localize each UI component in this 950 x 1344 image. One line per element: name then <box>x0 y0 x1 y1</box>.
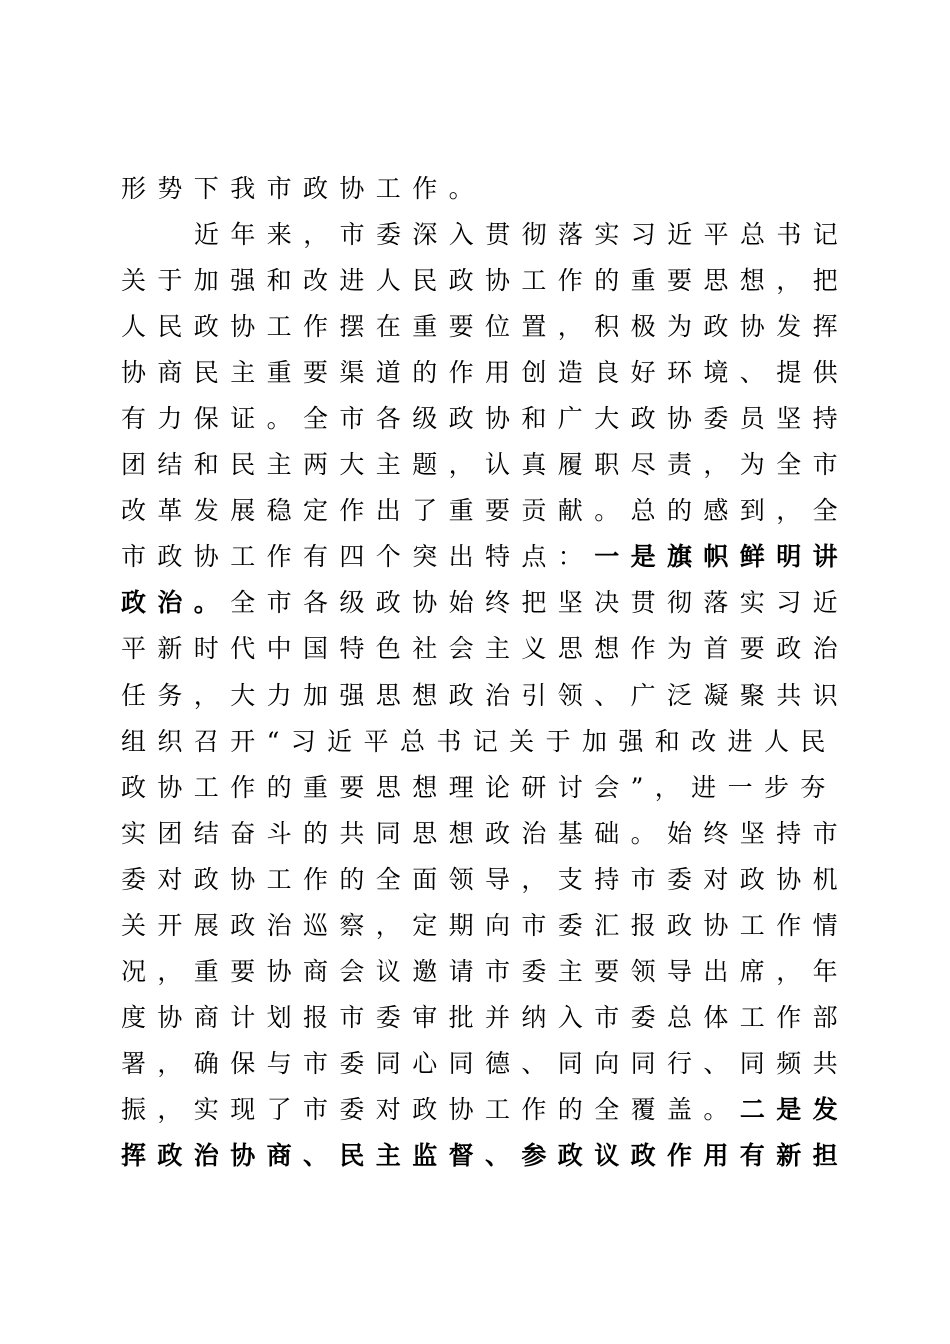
text-line <box>121 995 850 1041</box>
text-line <box>121 903 850 949</box>
text-run: 实团结奋斗的共同思想政治基础。始终坚持市 <box>121 818 850 848</box>
text-line <box>121 488 850 534</box>
text-run: 团结和民主两大主题，认真履职尽责，为全市 <box>121 450 850 480</box>
text-run: 组织召开“习近平总书记关于加强和改进人民 <box>121 726 837 756</box>
text-line <box>121 212 850 258</box>
text-line <box>121 673 850 719</box>
text-line <box>121 258 850 304</box>
text-line <box>121 396 850 442</box>
text-run: 全市各级政协始终把坚决贯彻落实习近 <box>230 588 850 618</box>
text-run: 委对政协工作的全面领导，支持市委对政协机 <box>121 864 850 894</box>
body-text <box>121 166 850 1179</box>
bold-text-run: 二是发 <box>739 1094 850 1124</box>
text-line <box>121 719 837 765</box>
text-run: 改革发展稳定作出了重要贡献。总的感到，全 <box>121 496 850 526</box>
text-run: 平新时代中国特色社会主义思想作为首要政治 <box>121 634 850 664</box>
text-run: 协商民主重要渠道的作用创造良好环境、提供 <box>121 358 850 388</box>
bold-text-run: 政治。 <box>121 588 231 618</box>
text-line <box>121 1133 850 1179</box>
text-line <box>121 857 850 903</box>
text-run: 况，重要协商会议邀请市委主要领导出席，年 <box>121 956 850 986</box>
text-line <box>121 626 850 672</box>
text-line <box>121 949 850 995</box>
text-run: 形势下我市政协工作。 <box>121 174 486 203</box>
text-line <box>121 811 850 857</box>
text-run: 政协工作的重要思想理论研讨会”，进一步夯 <box>121 772 837 802</box>
text-line <box>121 1041 850 1087</box>
text-line <box>121 534 850 580</box>
text-line <box>121 350 850 396</box>
text-run: 关于加强和改进人民政协工作的重要思想，把 <box>121 266 850 296</box>
text-run: 振，实现了市委对政协工作的全覆盖。 <box>121 1094 740 1124</box>
text-run: 有力保证。全市各级政协和广大政协委员坚持 <box>121 404 850 434</box>
text-line <box>121 765 837 811</box>
text-run: 市政协工作有四个突出特点： <box>121 542 595 572</box>
text-run: 署，确保与市委同心同德、同向同行、同频共 <box>121 1048 850 1078</box>
text-run: 任务，大力加强思想政治引领、广泛凝聚共识 <box>121 680 850 710</box>
bold-text-run: 一是旗帜鲜明讲 <box>594 542 850 572</box>
bold-text-run: 挥政治协商、民主监督、参政议政作用有新担 <box>121 1140 850 1170</box>
text-run: 关开展政治巡察，定期向市委汇报政协工作情 <box>121 910 850 940</box>
text-run: 度协商计划报市委审批并纳入市委总体工作部 <box>121 1002 850 1032</box>
text-line <box>121 442 850 488</box>
text-line <box>121 1087 850 1133</box>
text-line <box>121 166 821 212</box>
text-line <box>121 304 850 350</box>
text-run: 人民政协工作摆在重要位置，积极为政协发挥 <box>121 312 850 342</box>
text-run: 近年来，市委深入贯彻落实习近平总书记 <box>194 220 850 250</box>
text-line <box>121 580 850 626</box>
